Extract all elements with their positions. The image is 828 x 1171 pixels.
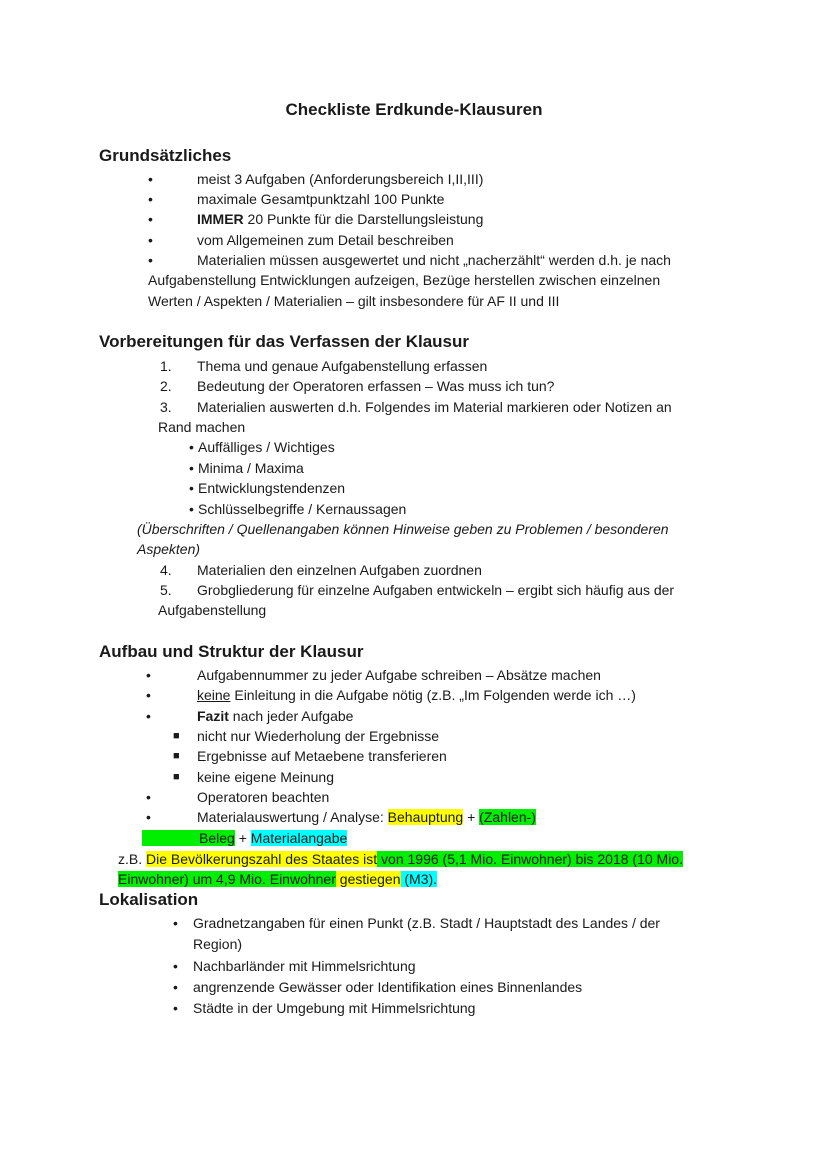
square-bullet-icon: ■ [173,771,180,783]
list-item-continuation: Werten / Aspekten / Materialien – gilt insbesondere für AF II und III [148,293,560,309]
bullet-icon: • [146,667,151,683]
highlight-evidence: von 1996 (5,1 Mio. Einwohner) bis 2018 (10 Mio. [377,851,683,867]
list-item-text: Materialauswertung / Analyse: [197,809,388,825]
bullet-icon: • [148,252,153,268]
list-item: Operatoren beachten [197,789,330,805]
highlight-claim: gestiegen [335,871,401,887]
sub-item: Auffälliges / Wichtiges [198,439,335,455]
list-item: meist 3 Aufgaben (Anforderungsbereich I,II,III) [197,171,484,187]
bullet-icon: • [173,915,178,931]
bullet-icon: • [146,687,151,703]
bullet-icon: • [189,460,194,476]
sub-item: nicht nur Wiederholung der Ergebnisse [197,728,440,744]
bullet-icon: • [173,1000,178,1016]
list-item [197,209,483,229]
list-item-continuation: Aufgabenstellung Entwicklungen aufzeigen, Bezüge herstellen zwischen einzelnen [148,272,661,288]
step-number: 2. [160,378,172,394]
bullet-icon: • [173,979,178,995]
emphasis-text: Fazit [197,708,229,724]
list-item: Städte in der Umgebung mit Himmelsrichtung [193,1000,476,1016]
bullet-icon: • [146,809,151,825]
underlined-text: keine [197,687,231,703]
bullet-icon: • [148,211,153,227]
heading-lokalisation: Lokalisation [99,890,199,909]
emphasis-text: IMMER [197,211,244,227]
step-number: 4. [160,562,172,578]
list-item: Materialien müssen ausgewertet und nicht „nacherzählt“ werden d.h. je nach [197,252,671,268]
step-number: 1. [160,358,172,374]
list-item: Nachbarländer mit Himmelsrichtung [193,958,416,974]
bullet-icon: • [146,789,151,805]
list-item-continuation [142,828,347,848]
highlight-source: Materialangabe [250,830,348,846]
list-item: Gradnetzangaben für einen Punkt (z.B. Stadt / Hauptstadt des Landes / der [193,915,660,931]
list-item [197,685,636,705]
step-number: 5. [160,582,172,598]
plus-sign: + [463,809,480,825]
sub-item: Entwicklungstendenzen [198,480,346,496]
square-bullet-icon: ■ [173,730,180,742]
note-text: Aspekten) [137,541,201,557]
sub-item: Ergebnisse auf Metaebene transferieren [197,748,447,764]
page-title: Checkliste Erdkunde-Klausuren [285,100,543,119]
list-item-text: nach jeder Aufgabe [228,708,354,724]
bullet-icon: • [173,958,178,974]
list-item: angrenzende Gewässer oder Identifikation eines Binnenlandes [193,979,583,995]
highlight-numbers: (Zahlen-) [479,809,536,825]
step-item: Thema und genaue Aufgabenstellung erfassen [197,358,488,374]
list-item: Aufgabennummer zu jeder Aufgabe schreiben – Absätze machen [197,667,601,683]
example-prefix: z.B. [118,851,147,867]
step-item: Materialien auswerten d.h. Folgendes im Material markieren oder Notizen an [197,399,672,415]
plus-sign: + [234,830,251,846]
highlight-source: (M3). [400,871,438,887]
sub-item: Minima / Maxima [198,460,304,476]
example-line [118,849,683,869]
note-text: (Überschriften / Quellenangaben können Hinweise geben zu Problemen / besonderen [137,521,669,537]
step-number: 3. [160,399,172,415]
sub-item: keine eigene Meinung [197,769,334,785]
square-bullet-icon: ■ [173,750,180,762]
heading-vorbereitungen: Vorbereitungen für das Verfassen der Klausur [99,332,470,351]
example-line [118,869,437,889]
list-item [197,706,353,726]
bullet-icon: • [146,708,151,724]
list-item [197,807,536,827]
list-item-text: Einleitung in die Aufgabe nötig (z.B. „Im Folgenden werde ich …) [230,687,636,703]
highlight-evidence: Einwohner) um 4,9 Mio. Einwohner [118,871,336,887]
list-item-continuation: Region) [193,936,243,952]
heading-grundsaetzliches: Grundsätzliches [99,146,232,165]
bullet-icon: • [148,191,153,207]
bullet-icon: • [148,232,153,248]
list-item: maximale Gesamtpunktzahl 100 Punkte [197,191,445,207]
list-item: vom Allgemeinen zum Detail beschreiben [197,232,454,248]
highlight-evidence: Beleg [142,830,235,846]
bullet-icon: • [148,171,153,187]
step-item: Bedeutung der Operatoren erfassen – Was muss ich tun? [197,378,555,394]
highlight-claim: Die Bevölkerungszahl des Staates ist [146,851,378,867]
bullet-icon: • [189,480,194,496]
step-item: Grobgliederung für einzelne Aufgaben entwickeln – ergibt sich häufig aus der [197,582,675,598]
step-item-continuation: Rand machen [158,419,246,435]
sub-item: Schlüsselbegriffe / Kernaussagen [198,501,407,517]
bullet-icon: • [189,439,194,455]
bullet-icon: • [189,501,194,517]
highlight-claim: Behauptung [387,809,464,825]
step-item: Materialien den einzelnen Aufgaben zuordnen [197,562,482,578]
step-item-continuation: Aufgabenstellung [158,602,267,618]
list-item-text: 20 Punkte für die Darstellungsleistung [243,211,484,227]
heading-aufbau: Aufbau und Struktur der Klausur [99,642,364,661]
